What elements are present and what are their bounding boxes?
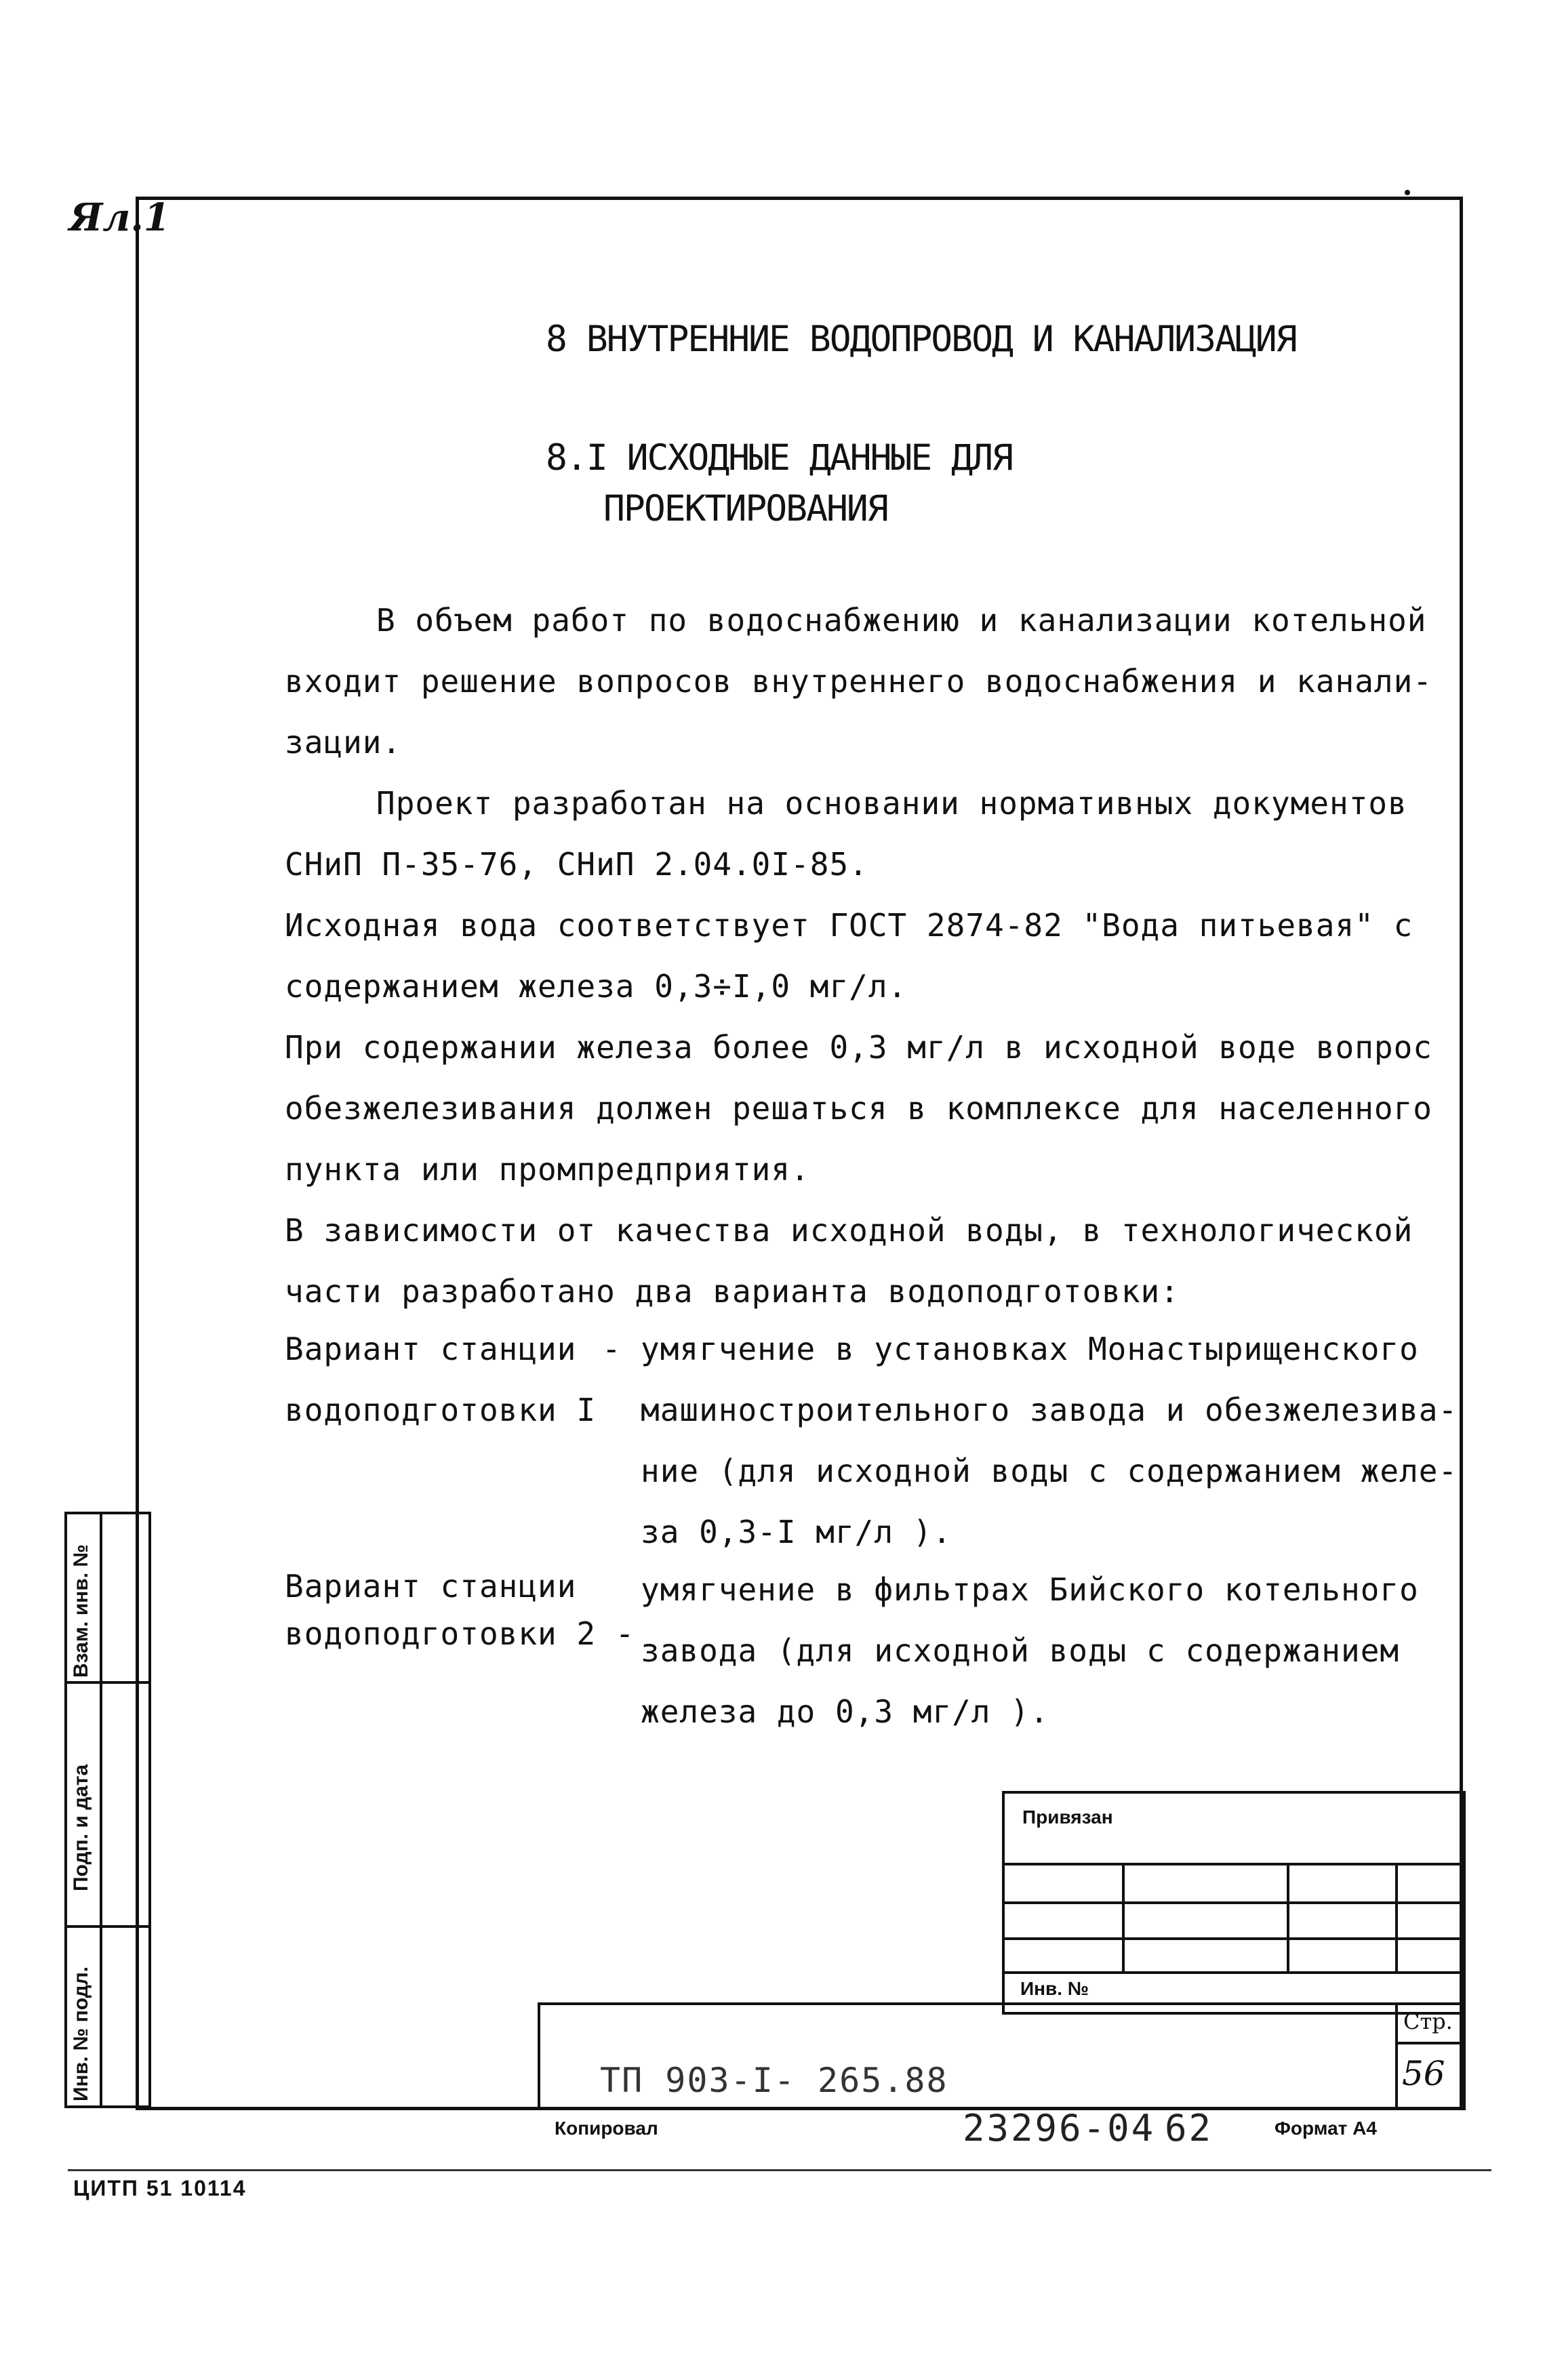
body-line: В зависимости от качества исходной воды, в технологической xyxy=(285,1212,1413,1249)
body-line: содержанием железа 0,3÷I,0 мг/л. xyxy=(285,968,908,1005)
body-line: СНиП П-35-76, СНиП 2.04.0I-85. xyxy=(285,846,868,883)
variant2-desc-line: завода (для исходной воды с содержанием xyxy=(641,1632,1400,1669)
table-rule xyxy=(1002,1971,1466,1974)
page-cell-rule xyxy=(1395,2042,1466,2044)
variant1-dash: - xyxy=(602,1331,622,1367)
body-line: входит решение вопросов внутреннего водоснабжения и канали- xyxy=(285,663,1432,700)
variant1-desc-line: машиностроительного завода и обезжелезива- xyxy=(641,1392,1458,1428)
table-col-rule xyxy=(1395,1863,1398,1971)
body-line: При содержании железа более 0,3 мг/л в исходной воде вопрос xyxy=(285,1029,1432,1066)
privyazan-label: Привязан xyxy=(1022,1807,1113,1828)
body-line: В объем работ по водоснабжению и канализации котельной xyxy=(376,602,1427,639)
variant2-desc-line: железа до 0,3 мг/л ). xyxy=(641,1693,1049,1730)
handwritten-corner-note: Ял.1 xyxy=(69,195,170,240)
page-label: Стр. xyxy=(1403,2009,1453,2034)
variant2-desc-line: умягчение в фильтрах Бийского котельного xyxy=(641,1571,1419,1608)
doc-code: ТП 903-I- 265.88 xyxy=(600,2061,948,2100)
subsection-title-line2: ПРОЕКТИРОВАНИЯ xyxy=(603,488,887,529)
archive-number: 23296-04 xyxy=(963,2107,1156,2150)
variant2-label-line2: водоподготовки 2 - xyxy=(285,1615,635,1652)
body-line: части разработано два варианта водоподготовки: xyxy=(285,1273,1180,1310)
variant1-desc-line: ние (для исходной воды с содержанием желе- xyxy=(641,1453,1458,1489)
subsection-title-line1: 8.I ИСХОДНЫЕ ДАННЫЕ ДЛЯ xyxy=(546,437,1012,479)
page-cell-rule xyxy=(1395,2002,1398,2110)
binding-strip-rule xyxy=(64,1925,151,1928)
binding-strip-rule xyxy=(64,1681,151,1684)
variant2-label-line1: Вариант станции xyxy=(285,1568,577,1605)
variant1-label-line1: Вариант станции xyxy=(285,1331,577,1367)
kopiroval-label: Копировал xyxy=(555,2118,658,2139)
binding-strip-divider xyxy=(100,1512,102,2108)
format-label: Формат А4 xyxy=(1275,2118,1377,2139)
section-title: 8 ВНУТРЕННИЕ ВОДОПРОВОД И КАНАЛИЗАЦИЯ xyxy=(546,319,1296,360)
body-line: зации. xyxy=(285,724,402,761)
variant1-label-line2: водоподготовки I xyxy=(285,1392,597,1428)
footer-rule xyxy=(68,2169,1491,2171)
body-line: обезжелезивания должен решаться в комплексе для населенного xyxy=(285,1090,1432,1127)
table-col-rule xyxy=(1122,1863,1125,1971)
body-line: Исходная вода соответствует ГОСТ 2874-82 "Вода питьевая" с xyxy=(285,907,1413,944)
variant1-desc-line: умягчение в установках Монастырищенского xyxy=(641,1331,1419,1367)
footer-code: ЦИТП 51 10114 xyxy=(73,2176,247,2200)
page-number: 56 xyxy=(1402,2054,1445,2093)
strip-label-inv-podl: Инв. № подл. xyxy=(70,1966,92,2101)
sheet-number: 62 xyxy=(1165,2107,1213,2150)
body-line: Проект разработан на основании нормативных документов xyxy=(376,785,1407,822)
strip-label-vzam: Взам. инв. № xyxy=(70,1544,92,1678)
frame-corner-mark xyxy=(1405,190,1410,195)
body-line: пункта или промпредприятия. xyxy=(285,1151,810,1188)
inv-no-label: Инв. № xyxy=(1020,1978,1089,1999)
variant1-desc-line: за 0,3-I мг/л ). xyxy=(641,1514,952,1550)
table-col-rule xyxy=(1287,1863,1289,1971)
strip-label-podp: Подп. и дата xyxy=(70,1764,92,1891)
